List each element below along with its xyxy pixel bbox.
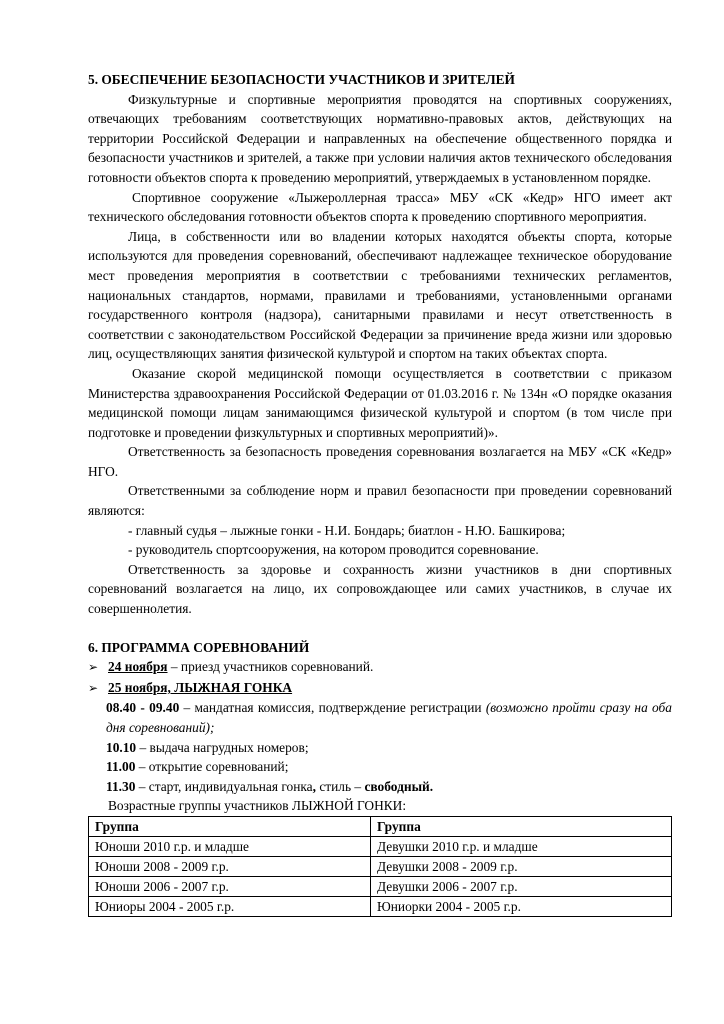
- section-5-heading: 5. ОБЕСПЕЧЕНИЕ БЕЗОПАСНОСТИ УЧАСТНИКОВ И ЗРИТЕЛЕЙ: [88, 72, 515, 87]
- program-day-2: [88, 678, 672, 699]
- table-cell: Юноши 2010 г.р. и младше: [89, 836, 371, 856]
- age-groups-table: [88, 816, 672, 917]
- table-row: [89, 876, 672, 896]
- table-cell: Девушки 2006 - 2007 г.р.: [371, 876, 672, 896]
- list-item: - главный судья – лыжные гонки - Н.И. Бондарь; биатлон - Н.Ю. Башкирова;: [128, 522, 566, 538]
- groups-caption: Возрастные группы участников ЛЫЖНОЙ ГОНКИ:: [108, 798, 407, 814]
- table-cell: Юноши 2008 - 2009 г.р.: [89, 856, 371, 876]
- table-cell: Юниоры 2004 - 2005 г.р.: [89, 896, 371, 916]
- schedule-item: 10.10 – выдача нагрудных номеров;: [106, 739, 309, 755]
- arrow-bullet-icon: ➢: [88, 680, 99, 695]
- section-6-heading: 6. ПРОГРАММА СОРЕВНОВАНИЙ: [88, 639, 310, 655]
- paragraph: Ответственными за соблюдение норм и правил безопасности при проведении соревнований являются:: [88, 483, 672, 519]
- page-content: [88, 70, 672, 917]
- day-1-date: 24 ноября: [108, 659, 168, 675]
- day-2-title: 25 ноября, ЛЫЖНАЯ ГОНКА: [108, 679, 293, 695]
- table-row: [89, 856, 672, 876]
- table-cell: Девушки 2008 - 2009 г.р.: [371, 856, 672, 876]
- table-header-row: [89, 816, 672, 836]
- spacer: [88, 619, 672, 638]
- table-header-cell: Группа: [371, 816, 672, 836]
- paragraph: Физкультурные и спортивные мероприятия проводятся на спортивных сооружениях, отвечающих требованиям соответствующих нормативно-правовых актов, действующих на территории Российской Федерации и направленных на обеспечение общественного порядка и безопасности участников и зрителей, а также при условии наличия актов технического обследования готовности объектов спорта к проведению мероприятий, утверждаемых в установленном порядке.: [88, 91, 672, 185]
- program-day-1: [88, 657, 672, 678]
- schedule-item: 08.40 - 09.40 – мандатная комиссия, подтверждение регистрации (возможно пройти сразу на оба дня соревнований);: [106, 700, 672, 735]
- table-cell: Юниорки 2004 - 2005 г.р.: [371, 896, 672, 916]
- paragraph: Спортивное сооружение «Лыжероллерная трасса» МБУ «СК «Кедр» НГО имеет акт технического обследования готовности объектов спорта к проведению спортивного мероприятия.: [88, 189, 672, 225]
- schedule-item: 11.30 – старт, индивидуальная гонка, стиль – свободный.: [106, 778, 434, 794]
- schedule: [88, 698, 672, 796]
- arrow-bullet-icon: ➢: [88, 660, 99, 675]
- paragraph: Лица, в собственности или во владении которых находятся объекты спорта, которые используются для проведения соревнований, обеспечивают надлежащее техническое оборудование мест проведения мероприятия в соответствии с требованиями технических регламентов, национальных стандартов, нормами, правилами и требованиями, установленными органами государственного контроля (надзора), санитарными правилами и несут ответственность в соответствии с законодательством Российской Федерации за причинение вреда жизни или здоровью лиц, осуществляющих занятия физической культурой и спортом на таких объектах спорта.: [88, 228, 672, 362]
- table-row: [89, 836, 672, 856]
- day-1-text: – приезд участников соревнований.: [167, 659, 374, 675]
- table-row: [89, 896, 672, 916]
- paragraph: Ответственность за здоровье и сохранность жизни участников в дни спортивных соревнований возлагается на лицо, их сопровождающее или самих участников, в случае их совершеннолетия.: [88, 561, 672, 617]
- list-item: - руководитель спортсооружения, на котором проводится соревнование.: [128, 542, 539, 558]
- paragraph: Ответственность за безопасность проведения соревнования возлагается на МБУ «СК «Кедр» НГО.: [88, 444, 672, 479]
- paragraph: Оказание скорой медицинской помощи осуществляется в соответствии с приказом Министерства здравоохранения Российской Федерации от 01.03.2016 г. № 134н «О порядке оказания медицинской помощи лицам занимающимся физической культурой и спортом (в том числе при подготовке и проведении физкультурных и спортивных мероприятий)».: [88, 365, 672, 440]
- table-cell: Девушки 2010 г.р. и младше: [371, 836, 672, 856]
- schedule-item: 11.00 – открытие соревнований;: [106, 759, 289, 775]
- table-cell: Юноши 2006 - 2007 г.р.: [89, 876, 371, 896]
- table-header-cell: Группа: [89, 816, 371, 836]
